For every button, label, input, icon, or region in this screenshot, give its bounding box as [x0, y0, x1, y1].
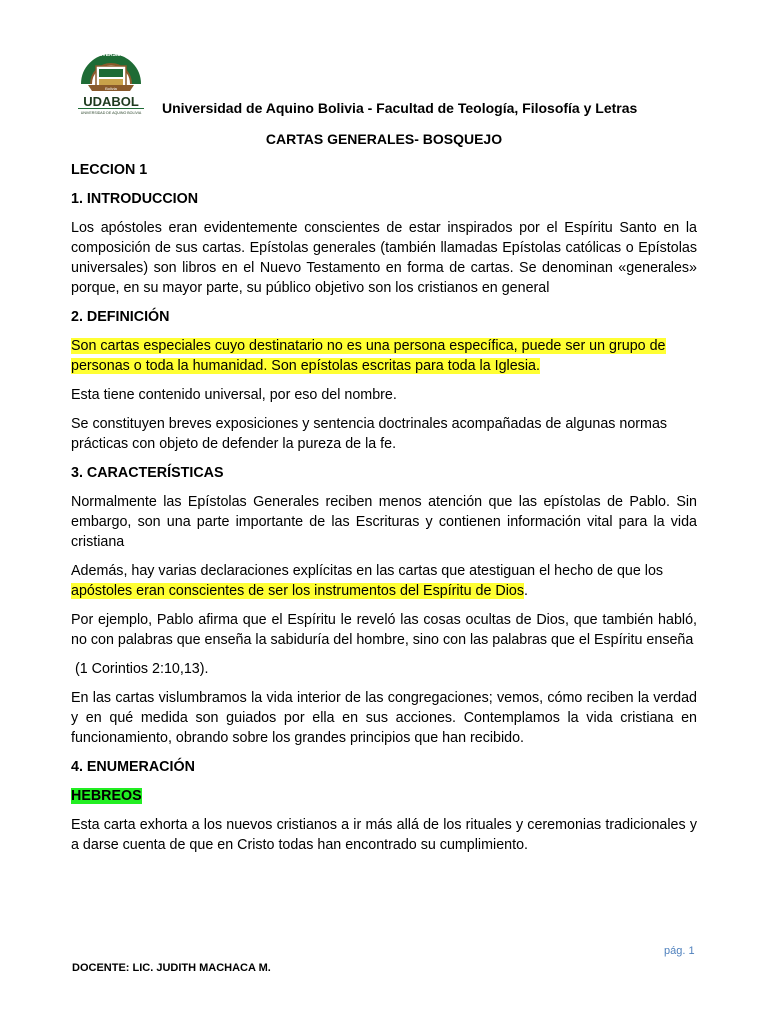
logo-bolivia-text: Bolivia — [105, 86, 117, 91]
characteristics-tail: . — [523, 583, 528, 599]
page-number: pág. 1 — [664, 945, 695, 957]
characteristics-paragraph-2 — [71, 561, 697, 601]
definition-heading: 2. DEFINICIÓN — [71, 309, 170, 325]
characteristics-paragraph-1: Normalmente las Epístolas Generales reciben menos atención que las epístolas de Pablo. Sin embargo, son una parte importante de las Escrituras y contienen información vital para la vida cristiana — [71, 494, 697, 550]
characteristics-paragraph-4: En las cartas vislumbramos la vida interior de las congregaciones; vemos, cómo reciben la verdad y en qué medida son guiados por ella en sus acciones. Contemplamos la vida cristiana en funcionamiento, obrando sobre los grandes principios que han recibido. — [71, 690, 697, 746]
definition-paragraph — [71, 336, 697, 376]
intro-heading: 1. INTRODUCCION — [71, 191, 199, 207]
characteristics-heading: 3. CARACTERÍSTICAS — [71, 465, 224, 481]
university-line: Universidad de Aquino Bolivia - Facultad de Teología, Filosofía y Letras — [162, 100, 638, 116]
hebreos-label: HEBREOS — [71, 788, 142, 804]
definition-paragraph-3: Se constituyen breves exposiciones y sentencia doctrinales acompañadas de algunas normas prácticas con objeto de defender la pureza de la fe. — [71, 416, 668, 452]
logo-arc-text: UNIVERSIDAD — [93, 52, 129, 58]
enumeration-heading: 4. ENUMERACIÓN — [71, 759, 195, 775]
hebreos-label-line — [71, 786, 697, 806]
teacher-footer: DOCENTE: LIC. JUDITH MACHACA M. — [72, 962, 271, 974]
characteristics-highlight: apóstoles eran conscientes de ser los instrumentos del Espíritu de Dios — [71, 583, 524, 599]
udabol-logo — [74, 44, 148, 118]
lesson-heading: LECCION 1 — [71, 162, 148, 178]
logo-brand-text: UDABOL — [83, 94, 139, 109]
document-body — [71, 160, 697, 864]
document-title: CARTAS GENERALES- BOSQUEJO — [265, 131, 503, 147]
intro-paragraph: Los apóstoles eran evidentemente conscientes de estar inspirados por el Espíritu Santo en la composición de sus cartas. Epístolas generales (también llamadas Epístolas católicas o Epístolas universales) son libros en el Nuevo Testamento en forma de cartas. Se denominan «generales» porque, en su mayor parte, su público objetivo son los cristianos en general — [71, 220, 697, 296]
definition-highlight: Son cartas especiales cuyo destinatario no es una persona específica, puede ser un grupo de personas o toda la humanidad. Son epístolas escritas para toda la Iglesia. — [71, 338, 666, 374]
logo-sub-text: UNIVERSIDAD DE AQUINO BOLIVIA — [80, 111, 142, 115]
bible-reference: (1 Corintios 2:10,13). — [71, 661, 209, 677]
characteristics-paragraph-3: Por ejemplo, Pablo afirma que el Espíritu le reveló las cosas ocultas de Dios, que también habló, no con palabras que enseña la sabiduría del hombre, sino con las palabras que el Espíritu enseña — [71, 612, 697, 648]
hebreos-paragraph: Esta carta exhorta a los nuevos cristianos a ir más allá de los rituales y ceremonias tradicionales y a darse cuenta de que en Cristo todas han encontrado su cumplimiento. — [71, 817, 697, 853]
definition-paragraph-2: Esta tiene contenido universal, por eso del nombre. — [71, 387, 397, 403]
characteristics-lead: Además, hay varias declaraciones explícitas en las cartas que atestiguan el hecho de que los — [71, 563, 664, 579]
